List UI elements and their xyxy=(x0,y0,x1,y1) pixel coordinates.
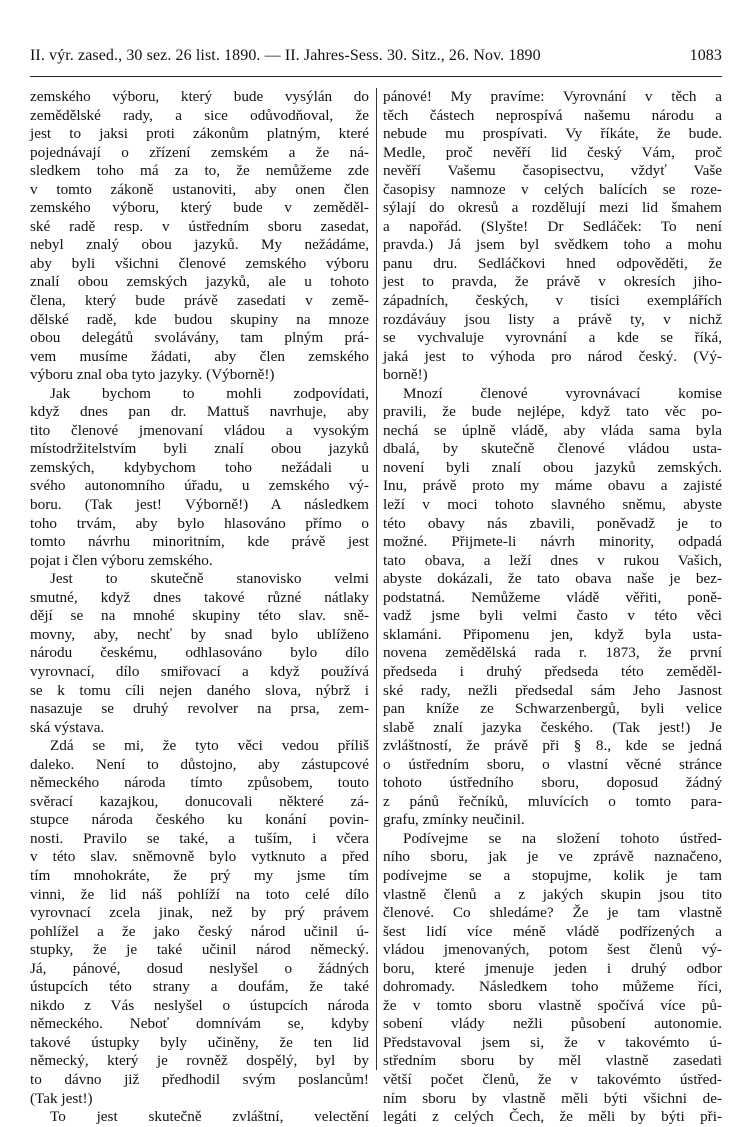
text-line: těch částech neprospívá našemu národu a xyxy=(383,106,722,124)
text-line: zemských, kdybychom toho nežádali u xyxy=(30,458,369,476)
text-line: předseda i druhý předseda této zeměděl- xyxy=(383,662,722,680)
text-line: výboru znal oba tyto jazyky. (Výborně!) xyxy=(30,366,275,384)
text-line: že v tomto sboru vlastně spočívá více pů- xyxy=(383,996,722,1014)
text-line: z pánů řečníků, mluvících o tomto para- xyxy=(383,792,722,810)
text-line: slabě znalí jazyka českého. (Tak jest!) Je xyxy=(383,718,722,736)
text-line: Jak bychom to mohli zodpovídati, xyxy=(50,384,369,402)
text-line: rozdáváuy jsou listy a právě ty, v nichž xyxy=(383,310,722,328)
text-line: pánové! My pravíme: Vyrovnání v těch a xyxy=(383,88,722,105)
text-line: členové. Co shledáme? Že je tam vlastně xyxy=(383,904,722,922)
text-line: novení byli znalí obou jazyků zemských. xyxy=(383,458,722,476)
text-line: podívejme se a stopujme, kolik je tam xyxy=(383,866,722,884)
text-columns xyxy=(30,88,722,1126)
text-line: pohlížel a že jako český národ učinil ú- xyxy=(30,922,369,940)
text-line: ské rady, nežli předsedal sám Jeho Jasnost xyxy=(383,681,722,699)
text-line: svěrací kazajkou, donucovali některé zá- xyxy=(30,792,369,810)
text-line: movny, aby, nechť by snad bylo ublíženo xyxy=(30,625,369,643)
page-header xyxy=(30,42,722,70)
text-line: znalí obou zemských jazyků, ale u tohoto xyxy=(30,273,369,291)
text-line: dbalá, by skutečně členové vládou usta- xyxy=(383,440,722,458)
text-line: středním sboru by měl vlastně zasedati xyxy=(383,1052,722,1070)
text-line: vyrovnací zcela jinak, než by prý právem xyxy=(30,904,369,922)
text-line: nasazuje se druhý revolver na prsa, zem- xyxy=(30,700,369,718)
text-line: Medle, proč nevěří lid český Vám, proč xyxy=(383,143,722,161)
text-line: zvláštností, že právě při § 8., kde se jedná xyxy=(383,737,722,755)
text-line: časopisy namnoze v celých balících se roze- xyxy=(383,180,722,198)
text-line: Představoval jsem si, že v takovémto ú- xyxy=(383,1033,722,1051)
text-line: nikdo z Vás neslyšel o ústupcích národa xyxy=(30,996,369,1014)
text-line: pravili, že bude nejlépe, když tato věc po- xyxy=(383,403,722,421)
text-line: v tomto zákoně ustanoviti, aby onen člen xyxy=(30,180,369,198)
text-line: Já, pánové, dosud neslyšel o žádných xyxy=(30,959,369,977)
text-line: Mnozí členové vyrovnávací komise xyxy=(403,384,722,402)
text-line: člena, který bude právě zasedati v země- xyxy=(30,292,369,310)
text-line: jest to pravda, že právě v okresích jiho- xyxy=(383,273,722,291)
text-line: Podívejme se na složení tohoto ústřed- xyxy=(403,829,722,847)
text-line: borně!) xyxy=(383,366,428,384)
text-line: ního sboru, jak je ve zprávě naznačeno, xyxy=(383,848,722,866)
text-line: vládou jmenovaných, potom šest členů vý- xyxy=(383,941,722,959)
text-line: boru. (Tak jest! Výborně!) A následkem xyxy=(30,496,369,514)
text-line: nevěří Vašemu časopisectvu, vždyť Vaše xyxy=(383,162,722,180)
text-line: tato obava, a leží dnes v rukou Vašich, xyxy=(383,551,722,569)
text-line: západních, českých, v tisíci exemplářích xyxy=(383,292,722,310)
text-line: německého. Neboť domnívám se, kdyby xyxy=(30,1015,369,1033)
text-line: dějí se na mnohé skupiny této slav. sně- xyxy=(30,607,369,625)
text-line: takové ústupky byly učiněny, že ten lid xyxy=(30,1033,369,1051)
text-line: šest lidí více méně vládě podřízených a xyxy=(383,922,722,940)
text-line: nebude mu prospívati. Vy říkáte, že bude. xyxy=(383,125,722,143)
text-line: stupce národa českého ku konání povin- xyxy=(30,811,369,829)
text-line: boru, které jmenuje jeden i druhý odbor xyxy=(383,959,722,977)
text-line: stupky, že je také učinil národ německý. xyxy=(30,941,369,959)
text-line: abyste dokázali, že tato obava naše je bez- xyxy=(383,570,722,588)
text-line: vem musíme žádati, aby člen zemského xyxy=(30,347,369,365)
text-line: zemědělské rady, a sice odůvodňoval, že xyxy=(30,106,369,124)
text-line: tito členové jmenovaní vládou a vysokým xyxy=(30,421,369,439)
text-line: tohoto ústředního sboru, doposud žádný xyxy=(383,774,722,792)
text-line: ústupcích této strany a doufám, že také xyxy=(30,978,369,996)
text-line: sobení vlády nežli působení autonomie. xyxy=(383,1015,722,1033)
text-line: Zdá se mi, že tyto věci vedou příliš xyxy=(50,737,369,755)
text-line: toho trvám, aby bylo hlasováno přímo o xyxy=(30,514,369,532)
text-line: tím mnohokráte, že prý my jsme tím xyxy=(30,866,369,884)
text-line: tomto návrhu minoritním, kde právě jest xyxy=(30,533,369,551)
text-line: se k tomu cíli nejen daného slova, nýbrž i xyxy=(30,681,369,699)
text-line: nosti. Pravilo se také, a tuším, i včera xyxy=(30,829,369,847)
text-line: daleko. Není to důstojno, aby zástupcové xyxy=(30,755,369,773)
text-line: jaká jest to výhoda pro národ český. (Vý- xyxy=(383,347,722,365)
text-line: ská výstava. xyxy=(30,718,105,736)
text-line: (Tak jest!) xyxy=(30,1089,93,1107)
text-line: sledkem toho má za to, že nemůžeme zde xyxy=(30,162,369,180)
text-line: zemského výboru, který bude vysýlán do xyxy=(30,88,369,105)
text-line: a napořád. (Slyšte! Dr Sedláček: To není xyxy=(383,217,722,235)
header-rule xyxy=(30,76,722,77)
text-line: pojednávají o zřízení zemském a že ná- xyxy=(30,143,369,161)
text-line: národu českému, odhlasováno bylo dílo xyxy=(30,644,369,662)
text-line: ním sboru by vlastně měli býti všichni de- xyxy=(383,1089,722,1107)
text-line: sýlají do okresů a rozdělují mezi lid šmahem xyxy=(383,199,722,217)
text-line: se vychvaluje vyrovnání a kde se říká, xyxy=(383,329,722,347)
text-line: větší počet členů, že v takovémto ústřed- xyxy=(383,1070,722,1088)
left-column xyxy=(30,88,376,1126)
text-line: místodržitelstvím byli znalí obou jazyků xyxy=(30,440,369,458)
text-line: panu dru. Sedláčkovi hned odpověděti, že xyxy=(383,254,722,272)
text-line: novena zemědělská rada r. 1873, že první xyxy=(383,644,722,662)
text-line: smutné, když dnes takové různé nátlaky xyxy=(30,588,369,606)
text-line: dělské radě, kde budou skupiny na mnoze xyxy=(30,310,369,328)
text-line: aby byli všichni členové zemského výboru xyxy=(30,254,369,272)
text-line: pan kníže ze Schwarzenbergů, byli velice xyxy=(383,700,722,718)
text-line: pojat i člen výboru zemského. xyxy=(30,551,213,569)
text-line: Inu, právě proto my máme obavu a zajisté xyxy=(383,477,722,495)
text-line: nechá se úplně vládě, aby vláda sama byla xyxy=(383,421,722,439)
text-line: této obavy nás zbavili, poněvadž je to xyxy=(383,514,722,532)
text-line: německého národa tímto způsobem, touto xyxy=(30,774,369,792)
text-line: v této slav. sněmovně bylo vytknuto a před xyxy=(30,848,369,866)
text-line: sklamáni. Připomenu jen, když byla usta- xyxy=(383,625,722,643)
text-line: podstatná. Nemůžeme vládě věřiti, poně- xyxy=(383,588,722,606)
text-line: grafu, zmínky neučinil. xyxy=(383,811,525,829)
text-line: o ústředním sboru, o vlastní věcné stránce xyxy=(383,755,722,773)
text-line: leží v moci tohoto slavného sněmu, abyste xyxy=(383,496,722,514)
text-line: vinni, že lid náš pohlíží na toto celé dílo xyxy=(30,885,369,903)
text-line: dohromady. Následkem toho můžeme říci, xyxy=(383,978,722,996)
text-line: obou delegátů svolávány, tam plným prá- xyxy=(30,329,369,347)
text-line: Jest to skutečně stanovisko velmi xyxy=(50,570,369,588)
text-line: ské radě resp. v ústředním sboru zasedat, xyxy=(30,217,369,235)
text-line: zemského výboru, který bude v zeměděl- xyxy=(30,199,369,217)
text-line: svého autonomního úřadu, u zemského vý- xyxy=(30,477,369,495)
running-head: II. výr. zased., 30 sez. 26 list. 1890. — II. Jahres-Sess. 30. Sitz., 26. Nov. 1890 xyxy=(30,47,541,64)
text-line: pravda.) Já jsem byl svědkem toho a mohu xyxy=(383,236,722,254)
right-column xyxy=(377,88,722,1126)
text-line: To jest skutečně zvláštní, velectění xyxy=(50,1108,369,1126)
text-line: vlastně členů a z jakých skupin jsou tito xyxy=(383,885,722,903)
text-line: možné. Přijmete-li návrh minority, odpadá xyxy=(383,533,722,551)
text-line: když dnes pan dr. Mattuš navrhuje, aby xyxy=(30,403,369,421)
text-line: vyrovnací, dílo smiřovací a když používá xyxy=(30,662,369,680)
text-line: jest to jaksi proti zákonům platným, které xyxy=(30,125,369,143)
text-line: vadž jsme byli velmi často v této věci xyxy=(383,607,722,625)
text-line: legáti z celých Čech, že měli by býti při- xyxy=(383,1108,722,1126)
text-line: nebyl znalý obou jazyků. My nežádáme, xyxy=(30,236,369,254)
text-line: německý, který je rovněž dospělý, byl by xyxy=(30,1052,369,1070)
text-line: to dávno již předhodil svým poslancům! xyxy=(30,1070,369,1088)
page-number: 1083 xyxy=(689,47,722,64)
